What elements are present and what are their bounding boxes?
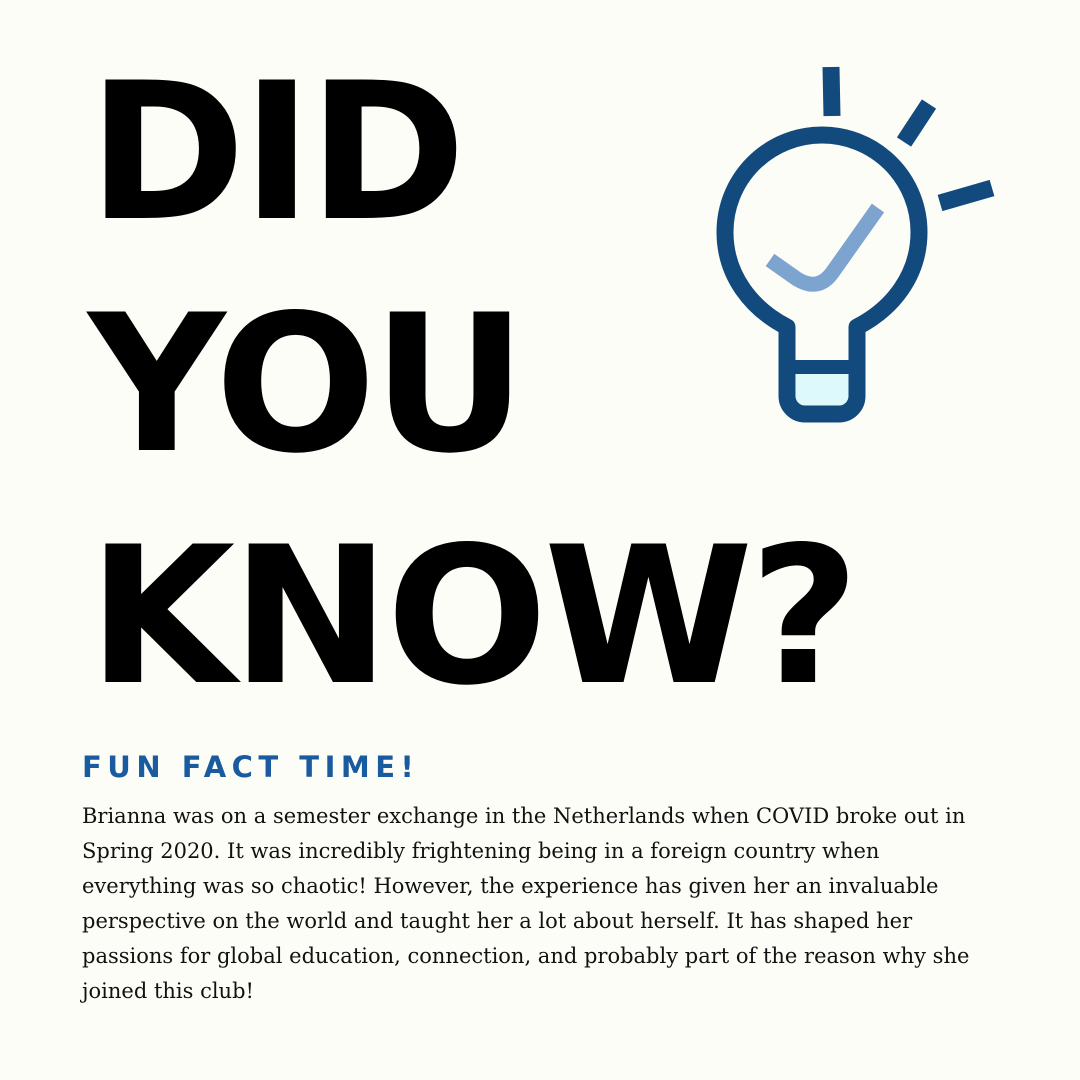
headline-know: KNOW? xyxy=(88,506,856,727)
light-ray-middle xyxy=(904,104,929,142)
fun-fact-paragraph: Brianna was on a semester exchange in the Netherlands when COVID broke out in Spring 2020. It was incredibly frightening being in a foreign country when everything was so chaotic! However, the experience has given her an invaluable perspective on the world and taught her a lot about herself. It has shaped her passions for global education, connection, and probably part of the reason why she joined this club! xyxy=(82,804,970,1003)
light-ray-top xyxy=(831,67,832,116)
light-ray-right xyxy=(940,188,992,203)
bulb-base-fill xyxy=(796,372,851,408)
check-mark xyxy=(770,208,878,284)
headline-did: DID xyxy=(88,42,463,263)
headline-you: YOU xyxy=(88,274,523,495)
lightbulb-check-icon xyxy=(700,55,1020,435)
subheading: FUN FACT TIME! xyxy=(82,750,420,784)
